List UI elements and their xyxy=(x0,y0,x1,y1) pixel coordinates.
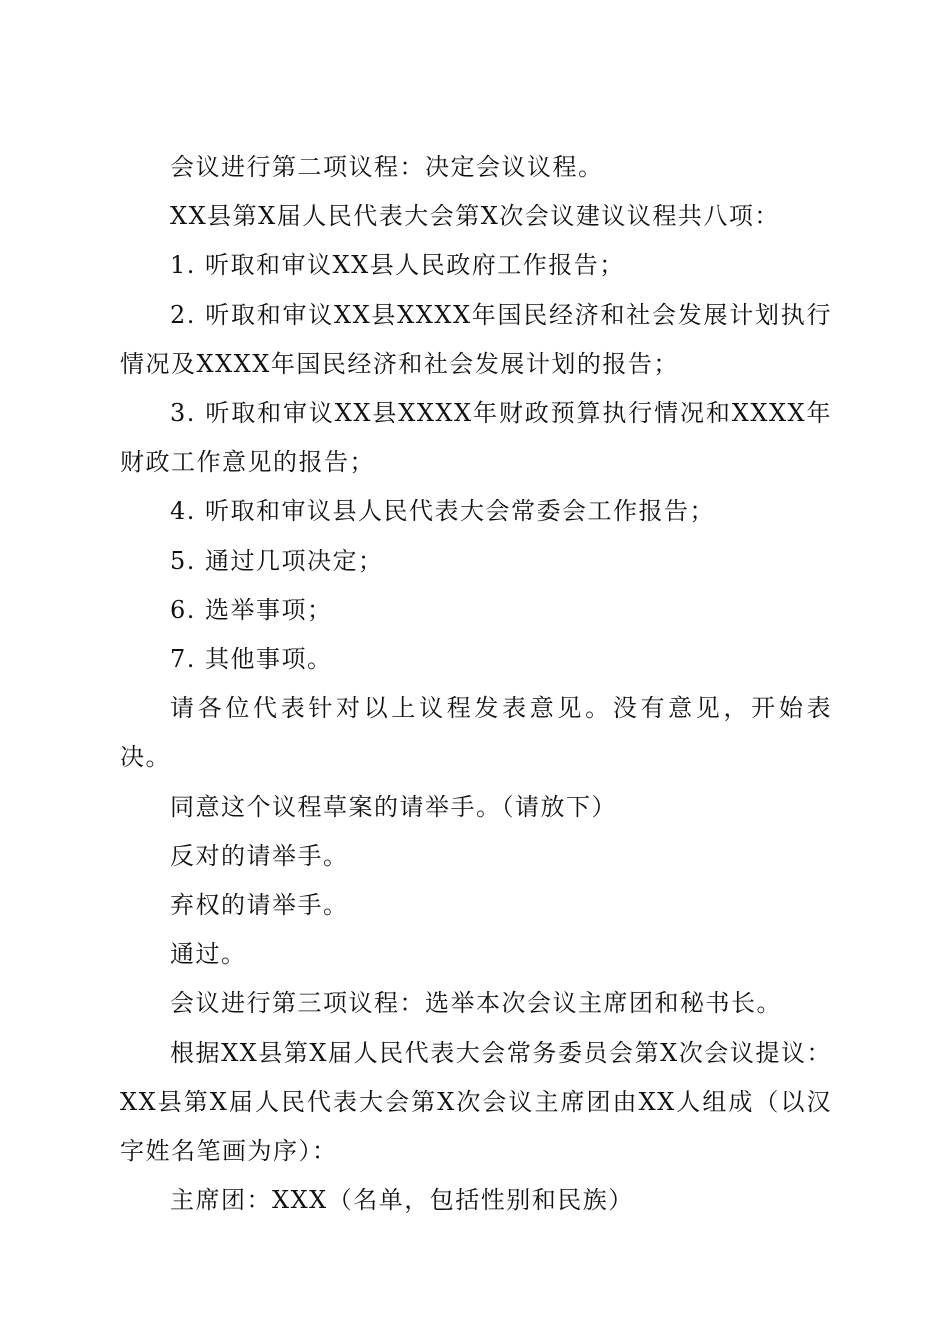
paragraph-agenda-item-three: 会议进行第三项议程：选举本次会议主席团和秘书长。 xyxy=(170,989,782,1018)
paragraph-passed: 通过。 xyxy=(170,940,247,969)
paragraph-presidium-proposal: 根据XX县第X届人民代表大会常务委员会第X次会议提议：XX县第X届人民代表大会第X次会议主席团由XX人组成（以汉字姓名笔画为序）： xyxy=(120,1038,832,1166)
paragraph-vote-oppose: 反对的请举手。 xyxy=(170,841,349,870)
agenda-list-item-2: 2. 听取和审议XX县XXXX年国民经济和社会发展计划执行情况及XXXX年国民经济和社会发展计划的报告； xyxy=(120,300,832,378)
paragraph-request-opinions: 请各位代表针对以上议程发表意见。没有意见，开始表决。 xyxy=(120,694,832,772)
agenda-list-item-4: 4. 听取和审议县人民代表大会常委会工作报告； xyxy=(170,497,716,526)
paragraph-agenda-item-two: 会议进行第二项议程：决定会议议程。 xyxy=(170,153,604,181)
paragraph-presidium-list: 主席团：XXX（名单，包括性别和民族） xyxy=(170,1186,634,1215)
agenda-list-item-5: 5. 通过几项决定； xyxy=(170,546,384,575)
paragraph-vote-agree: 同意这个议程草案的请举手。（请放下） xyxy=(170,792,617,821)
paragraph-vote-abstain: 弃权的请举手。 xyxy=(170,891,349,920)
agenda-list-item-7: 7. 其他事项。 xyxy=(170,645,333,674)
paragraph-proposed-agenda-intro: XX县第X届人民代表大会第X次会议建议议程共八项： xyxy=(170,202,780,231)
document-body xyxy=(120,143,832,1225)
agenda-list-item-1: 1. 听取和审议XX县人民政府工作报告； xyxy=(170,251,625,280)
agenda-list-item-3: 3. 听取和审议XX县XXXX年财政预算执行情况和XXXX年财政工作意见的报告； xyxy=(120,399,832,477)
agenda-list-item-6: 6. 选举事项； xyxy=(170,595,333,624)
